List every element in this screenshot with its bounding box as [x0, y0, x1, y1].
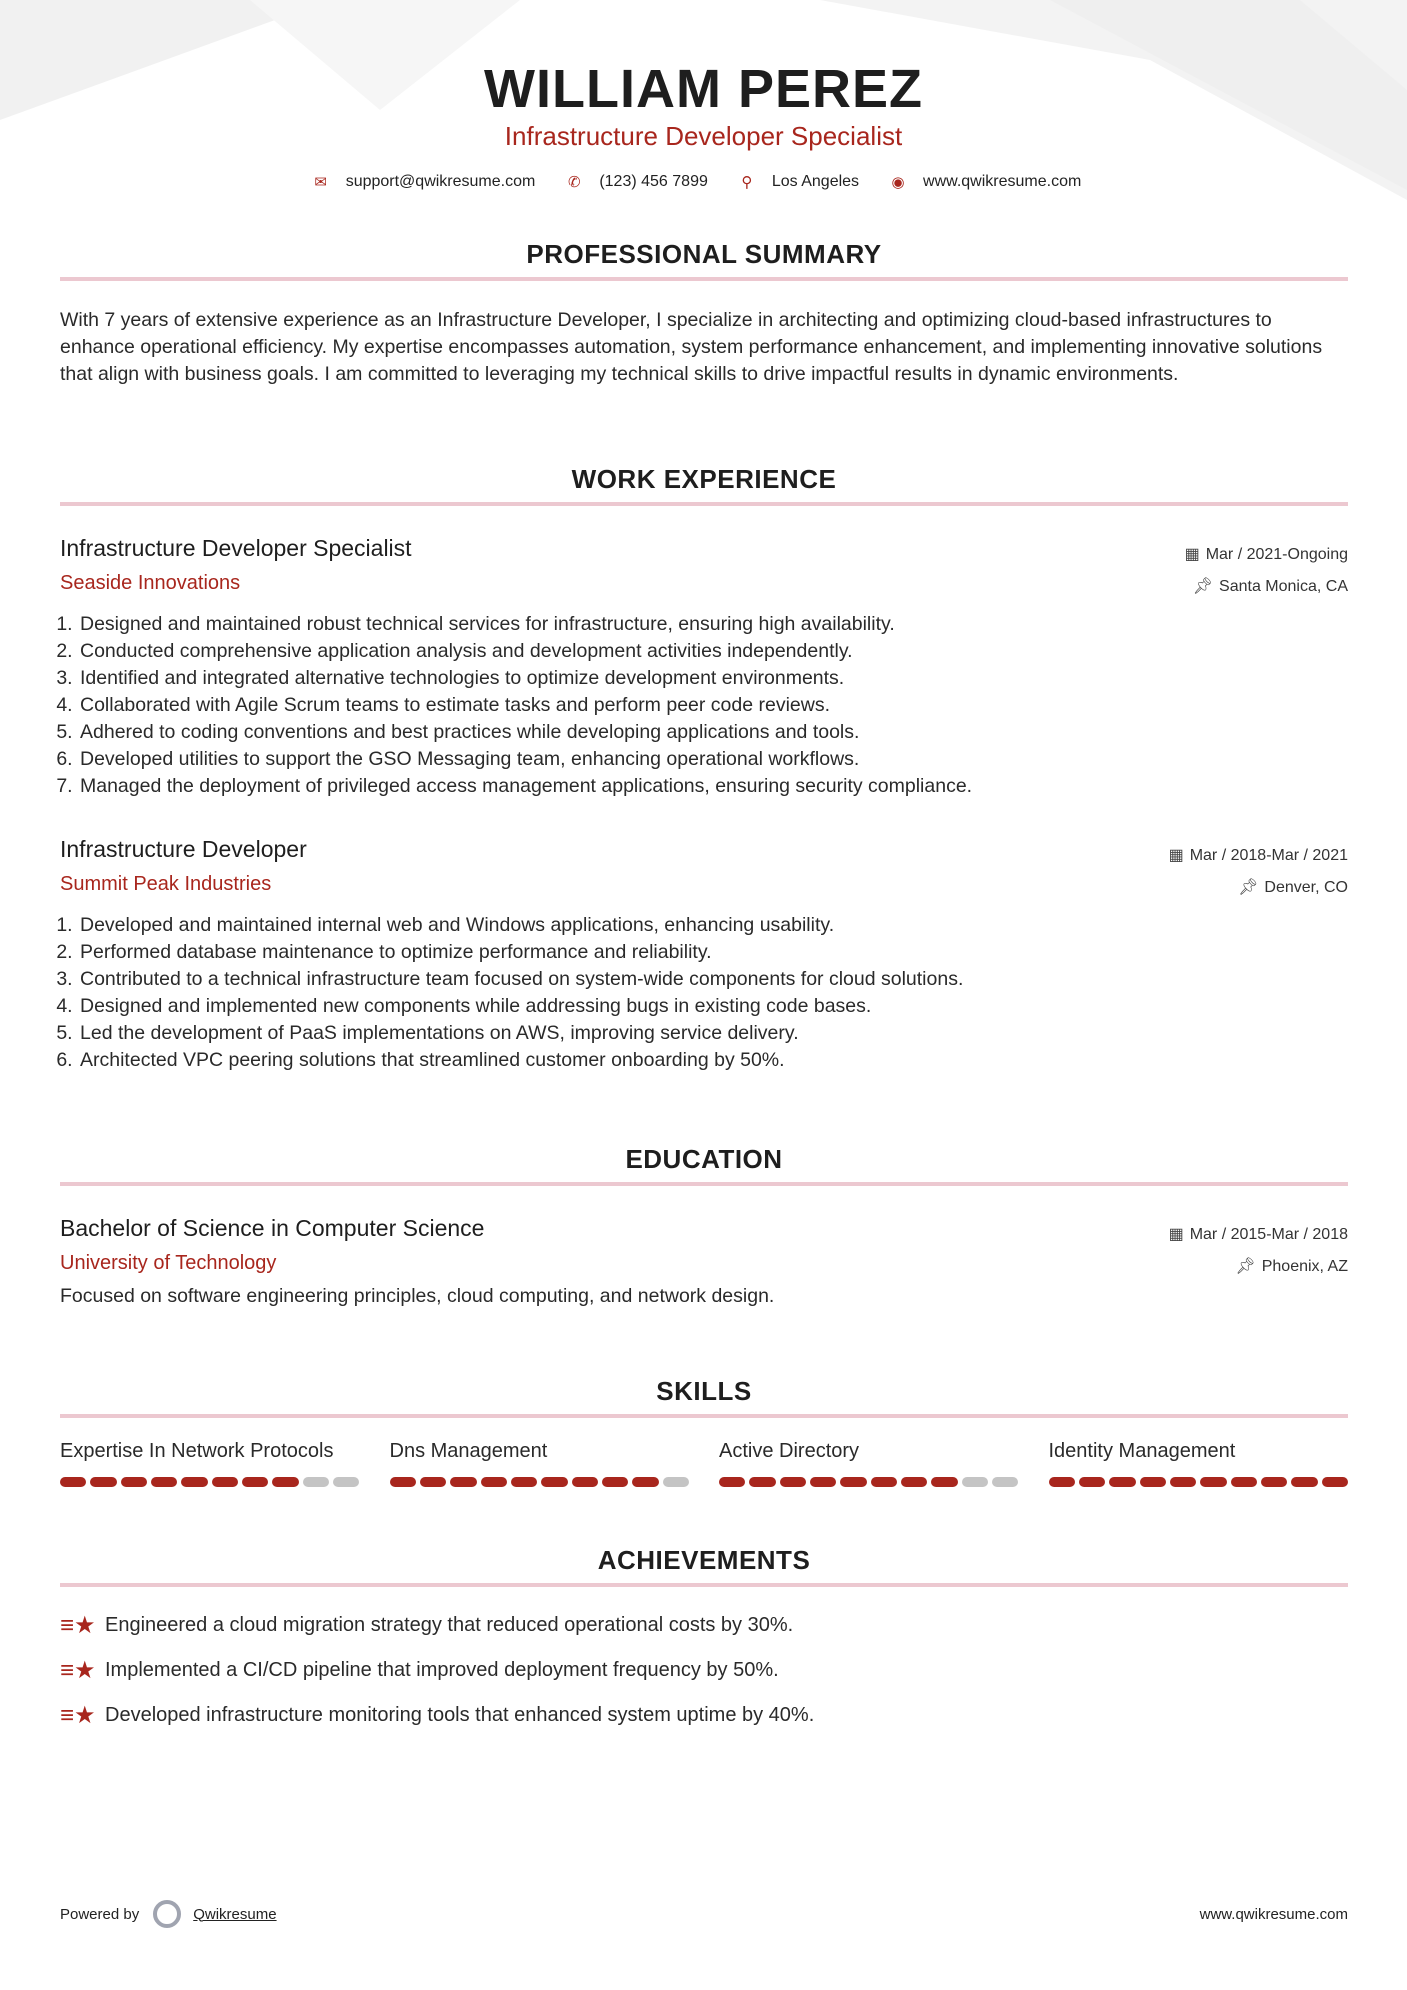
skills-heading: SKILLS: [656, 1376, 752, 1406]
divider: [60, 277, 1348, 281]
achievements-heading: ACHIEVEMENTS: [597, 1545, 811, 1575]
job-title: Infrastructure Developer Specialist: [60, 535, 412, 561]
achievement-item: [60, 1693, 1348, 1738]
skill-level-segment: [151, 1477, 177, 1487]
skill-level-segment: [1140, 1477, 1166, 1487]
skill-level-segment: [749, 1477, 775, 1487]
skill-level-segment: [572, 1477, 598, 1487]
skill-level-segment: [212, 1477, 238, 1487]
pin-icon: 📌︎: [1235, 1258, 1256, 1275]
bullet: 2. Conducted comprehensive application analysis and development activities independently.: [78, 638, 1348, 665]
pin-icon: 📌︎: [1238, 879, 1259, 896]
skill-level-segment: [602, 1477, 628, 1487]
skill-level-segment: [541, 1477, 567, 1487]
education-date: Mar / 2015-Mar / 2018: [1189, 1226, 1348, 1243]
bullet: 6. Developed utilities to support the GSO Messaging team, enhancing operational workflows.: [78, 746, 1348, 773]
skill-level-meter: [390, 1477, 690, 1487]
skill-level-segment: [901, 1477, 927, 1487]
skill-level-segment: [810, 1477, 836, 1487]
bullet: 2. Performed database maintenance to optimize performance and reliability.: [78, 939, 1348, 966]
skill-level-segment: [1261, 1477, 1287, 1487]
degree: Bachelor of Science in Computer Science: [60, 1215, 485, 1241]
skill-level-segment: [719, 1477, 745, 1487]
achievement-text: Implemented a CI/CD pipeline that improved deployment frequency by 50%.: [105, 1659, 779, 1681]
contact-bar: [0, 173, 1407, 191]
powered-by-label: Powered by: [60, 1905, 140, 1923]
skill-name: Expertise In Network Protocols: [60, 1440, 334, 1462]
skill-level-segment: [481, 1477, 507, 1487]
achievement-text: Developed infrastructure monitoring tools that enhanced system uptime by 40%.: [105, 1704, 815, 1726]
job-location: Santa Monica, CA: [1219, 578, 1348, 595]
bullet: 6. Architected VPC peering solutions that streamlined customer onboarding by 50%.: [78, 1047, 1348, 1074]
achievement-text: Engineered a cloud migration strategy that reduced operational costs by 30%.: [105, 1614, 794, 1636]
summary-section: [60, 239, 1348, 388]
bullet: 5. Led the development of PaaS implementations on AWS, improving service delivery.: [78, 1020, 1348, 1047]
contact-phone: (123) 456 7899: [599, 173, 708, 190]
map-marker-icon: ⚲: [741, 174, 753, 191]
job-entry: [60, 535, 1348, 800]
job-date: Mar / 2021-Ongoing: [1205, 546, 1348, 563]
qwikresume-link[interactable]: Qwikresume: [193, 1905, 277, 1923]
summary-heading: PROFESSIONAL SUMMARY: [526, 239, 882, 269]
skill-level-segment: [181, 1477, 207, 1487]
skill-level-segment: [272, 1477, 298, 1487]
education-entry: [60, 1215, 1348, 1310]
bullet: 7. Managed the deployment of privileged access management applications, ensuring security compliance.: [78, 773, 1348, 800]
bullet: 4. Collaborated with Agile Scrum teams to estimate tasks and perform peer code reviews.: [78, 692, 1348, 719]
skill-name: Dns Management: [389, 1440, 548, 1462]
star-icon: ≡★: [60, 1612, 96, 1639]
divider: [60, 502, 1348, 506]
divider: [60, 1583, 1348, 1587]
footer-website[interactable]: www.qwikresume.com: [1199, 1905, 1348, 1923]
phone-icon: ✆: [568, 174, 581, 191]
contact-website[interactable]: www.qwikresume.com: [923, 173, 1082, 190]
skill-level-meter: [1049, 1477, 1349, 1487]
bullet: 5. Adhered to coding conventions and best practices while developing applications and tools.: [78, 719, 1348, 746]
skill-level-segment: [1291, 1477, 1317, 1487]
divider: [60, 1182, 1348, 1186]
education-section: [60, 1144, 1348, 1186]
education-heading: EDUCATION: [625, 1144, 783, 1174]
achievement-item: [60, 1648, 1348, 1693]
skill-level-segment: [90, 1477, 116, 1487]
candidate-title: Infrastructure Developer Specialist: [504, 121, 903, 151]
job-entry: [60, 836, 1348, 1074]
bullet: 3. Contributed to a technical infrastructure team focused on system-wide components for cloud solutions.: [78, 966, 1348, 993]
skill-item: [719, 1440, 1019, 1487]
skill-level-segment: [1170, 1477, 1196, 1487]
skill-level-segment: [992, 1477, 1018, 1487]
school: University of Technology: [60, 1252, 277, 1274]
star-icon: ≡★: [60, 1657, 96, 1684]
skill-level-segment: [632, 1477, 658, 1487]
contact-email[interactable]: support@qwikresume.com: [345, 173, 536, 190]
envelope-icon: ✉: [314, 174, 327, 191]
skill-level-meter: [60, 1477, 360, 1487]
skill-level-segment: [121, 1477, 147, 1487]
skill-level-segment: [663, 1477, 689, 1487]
achievement-item: [60, 1603, 1348, 1648]
job-bullets: [60, 611, 1348, 800]
experience-heading: WORK EXPERIENCE: [571, 464, 837, 494]
skill-level-segment: [450, 1477, 476, 1487]
skill-level-segment: [780, 1477, 806, 1487]
skill-level-segment: [242, 1477, 268, 1487]
skill-level-segment: [840, 1477, 866, 1487]
job-date: Mar / 2018-Mar / 2021: [1189, 847, 1348, 864]
divider: [60, 1414, 1348, 1418]
skill-level-segment: [333, 1477, 359, 1487]
contact-location: Los Angeles: [771, 173, 860, 190]
skills-section: [60, 1376, 1348, 1487]
star-icon: ≡★: [60, 1702, 96, 1729]
skill-level-segment: [303, 1477, 329, 1487]
skill-level-segment: [420, 1477, 446, 1487]
skill-name: Active Directory: [719, 1440, 860, 1462]
skill-level-segment: [1231, 1477, 1257, 1487]
globe-icon: ◉: [891, 174, 905, 191]
skill-item: [60, 1440, 360, 1487]
skill-level-segment: [962, 1477, 988, 1487]
skill-level-segment: [1049, 1477, 1075, 1487]
footer: [60, 1900, 1348, 1928]
job-company: Summit Peak Industries: [60, 873, 272, 895]
job-title: Infrastructure Developer: [60, 836, 307, 862]
skill-level-segment: [931, 1477, 957, 1487]
experience-section: [60, 464, 1348, 506]
job-location: Denver, CO: [1264, 879, 1348, 896]
skill-level-segment: [1079, 1477, 1105, 1487]
calendar-icon: ▦: [1168, 847, 1184, 864]
skill-level-segment: [60, 1477, 86, 1487]
summary-text: With 7 years of extensive experience as an Infrastructure Developer, I specialize in architecting and optimizing cloud-based infrastructures to enhance operational efficiency. My expertise encompasses automation, system performance enhancement, and implementing innovative solutions that align with business goals. I am committed to leveraging my technical skills to drive impactful results in dynamic environments.: [60, 309, 1323, 385]
calendar-icon: ▦: [1168, 1226, 1184, 1243]
bullet: 3. Identified and integrated alternative technologies to optimize development environments.: [78, 665, 1348, 692]
skill-level-segment: [1109, 1477, 1135, 1487]
skill-level-segment: [871, 1477, 897, 1487]
education-location: Phoenix, AZ: [1261, 1258, 1348, 1275]
skill-item: [390, 1440, 690, 1487]
skill-level-segment: [1200, 1477, 1226, 1487]
pin-icon: 📌︎: [1192, 578, 1214, 595]
qwikresume-logo-icon: [153, 1900, 181, 1928]
candidate-name: WILLIAM PEREZ: [484, 59, 923, 119]
achievements-section: [60, 1545, 1348, 1738]
skill-level-meter: [719, 1477, 1019, 1487]
bullet: 1. Designed and maintained robust technical services for infrastructure, ensuring high availability.: [78, 611, 1348, 638]
education-description: Focused on software engineering principles, cloud computing, and network design.: [60, 1285, 775, 1307]
skill-name: Identity Management: [1048, 1440, 1236, 1462]
bullet: 1. Developed and maintained internal web and Windows applications, enhancing usability.: [78, 912, 1348, 939]
calendar-icon: ▦: [1184, 546, 1200, 563]
skill-level-segment: [511, 1477, 537, 1487]
skill-item: [1049, 1440, 1349, 1487]
bullet: 4. Designed and implemented new components while addressing bugs in existing code bases.: [78, 993, 1348, 1020]
job-bullets: [60, 912, 1348, 1074]
job-company: Seaside Innovations: [60, 572, 241, 594]
skill-level-segment: [1322, 1477, 1348, 1487]
skill-level-segment: [390, 1477, 416, 1487]
